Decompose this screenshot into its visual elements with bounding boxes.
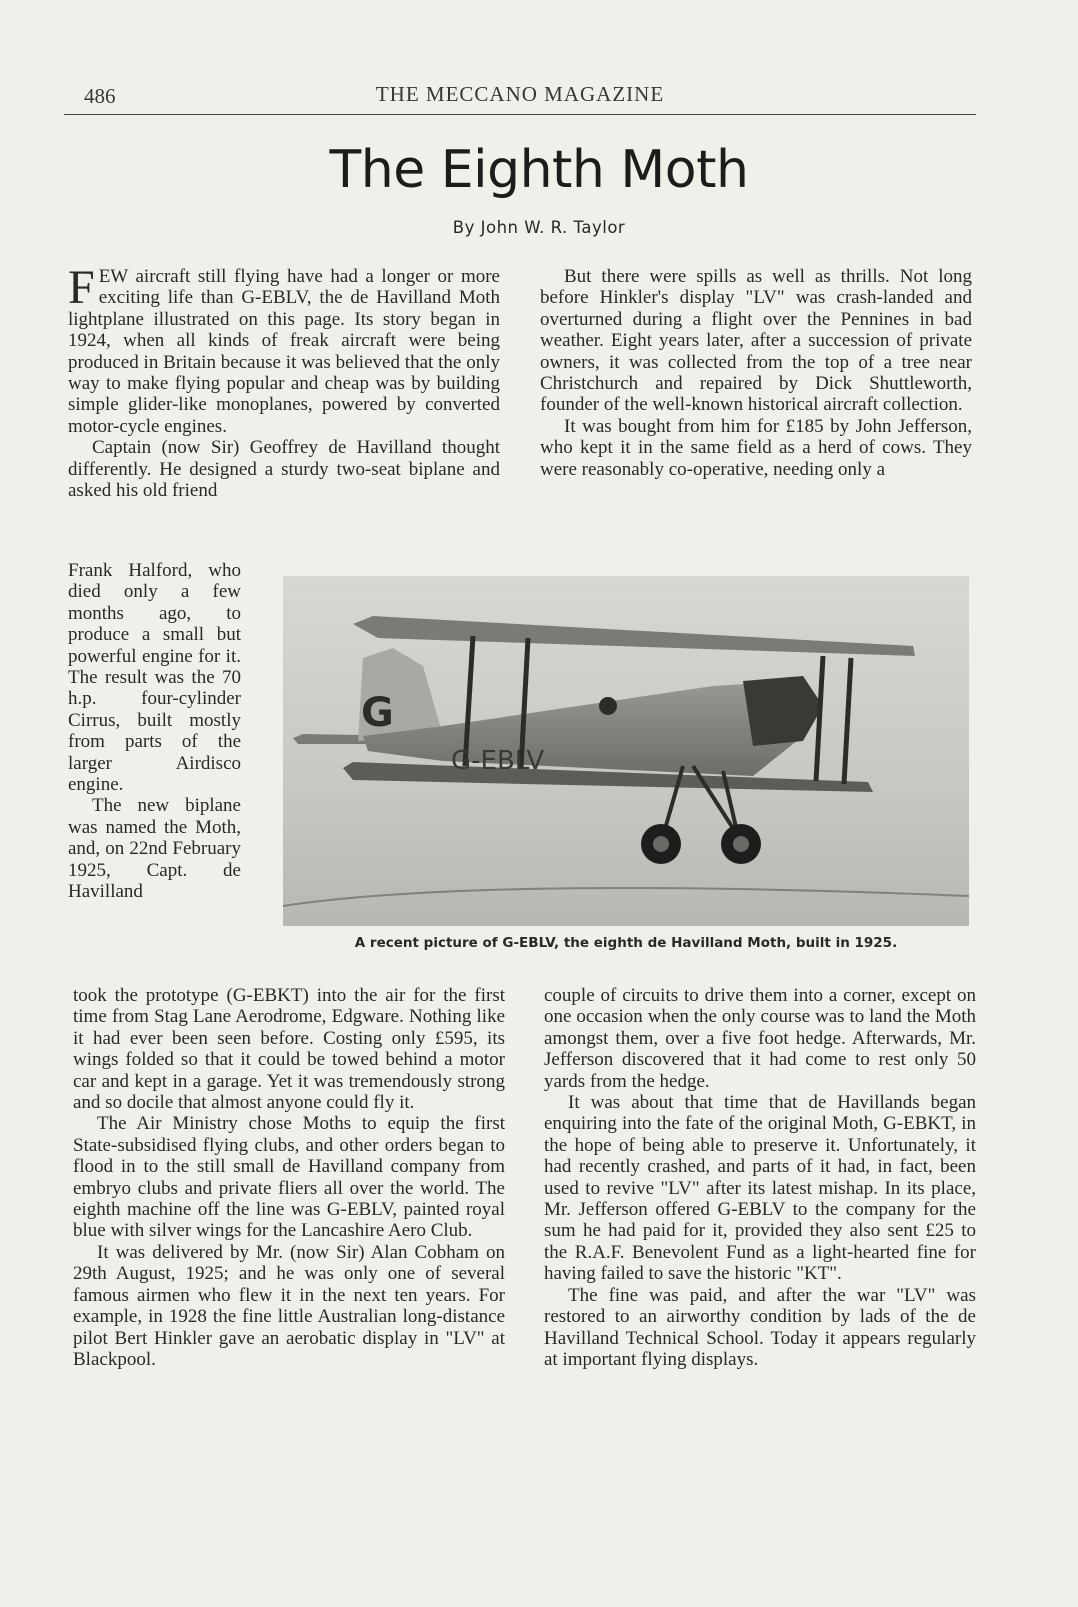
- column-1-narrow: [68, 560, 241, 903]
- article-byline: By John W. R. Taylor: [452, 218, 626, 237]
- paragraph: couple of circuits to drive them into a corner, except on one occasion when the only course was to land the Moth amongst them, over a five foot hedge. Afterwards, Mr. Jefferson discovered that it had come to rest only 50 yards from the hedge.: [544, 985, 976, 1092]
- paragraph: The new biplane was named the Moth, and, on 22nd February 1925, Capt. de Havilland: [68, 795, 241, 903]
- paragraph: The fine was paid, and after the war "LV" was restored to an airworthy condition by lads of the de Havilland Technical School. Today it appears regularly at important flying displays.: [544, 1284, 976, 1370]
- column-2-top: [540, 266, 972, 480]
- page-header: [64, 80, 976, 115]
- photo-caption: A recent picture of G-EBLV, the eighth de Havilland Moth, built in 1925.: [354, 935, 898, 951]
- paragraph: The Air Ministry chose Moths to equip the first State-subsidised flying clubs, and other orders began to flood in to the still small de Havilland company from embryo clubs and private fliers all over the world. The eighth machine off the line was G-EBLV, painted royal blue with silver wings for the Lancashire Aero Club.: [73, 1113, 505, 1242]
- article-title: The Eighth Moth: [329, 140, 749, 200]
- page-number: 486: [84, 84, 116, 108]
- running-head: THE MECCANO MAGAZINE: [375, 82, 665, 106]
- paragraph: took the prototype (G-EBKT) into the air for the first time from Stag Lane Aerodrome, Edgware. Nothing like it had ever been seen before. Costing only £595, its wings folded so that it could be towed behind a motor car and kept in a garage. Yet it was tremendously strong and so docile that almost anyone could fly it.: [73, 985, 505, 1114]
- paragraph: Frank Halford, who died only a few months ago, to produce a small but powerful engine for it. The result was the 70 h.p. four-cylinder Cirrus, built mostly from parts of the larger Airdisco engine.: [68, 560, 241, 796]
- fuselage-registration: G-EBLV: [451, 746, 545, 776]
- drop-cap: F: [68, 261, 95, 314]
- aircraft-photo: [283, 576, 969, 926]
- column-2-bottom: [544, 985, 976, 1370]
- paragraph: But there were spills as well as thrills. Not long before Hinkler's display "LV" was crash-landed and overturned during a flight over the Pennines in bad weather. Eight years later, after a succession of private owners, it was collected from the top of a tree near Christchurch and repaired by Dick Shuttleworth, founder of the well-known historical aircraft collection.: [540, 266, 972, 416]
- column-1-bottom: [73, 985, 505, 1370]
- paragraph: [68, 261, 500, 437]
- paragraph: It was delivered by Mr. (now Sir) Alan Cobham on 29th August, 1925; and he was only one of several famous airmen who flew it in the next ten years. For example, in 1928 the fine little Australian long-distance pilot Bert Hinkler gave an aerobatic display in "LV" at Blackpool.: [73, 1241, 505, 1370]
- paragraph-text: EW aircraft still flying have had a longer or more exciting life than G-EBLV, the de Havilland Moth lightplane illustrated on this page. Its story began in 1924, when all kinds of freak aircraft were being produced in Britain because it was believed that the only way to make flying popular and cheap was by building simple glider-like monoplanes, powered by converted motor-cycle engines.: [68, 266, 500, 437]
- paragraph: Captain (now Sir) Geoffrey de Havilland thought differently. He designed a sturdy two-seat biplane and asked his old friend: [68, 437, 500, 502]
- column-1-top: [68, 261, 500, 502]
- paragraph: It was about that time that de Havillands began enquiring into the fate of the original Moth, G-EBKT, in the hope of being able to preserve it. Unfortunately, it had recently crashed, and parts of it had, in fact, been used to revive "LV" after its latest mishap. In its place, Mr. Jefferson offered G-EBLV to the company for the sum he had paid for it, provided they also sent £25 to the R.A.F. Benevolent Fund as a light-hearted fine for having failed to save the historic "KT".: [544, 1092, 976, 1285]
- paragraph: It was bought from him for £185 by John Jefferson, who kept it in the same field as a herd of cows. They were reasonably co-operative, needing only a: [540, 415, 972, 480]
- fin-letter: G: [361, 690, 394, 736]
